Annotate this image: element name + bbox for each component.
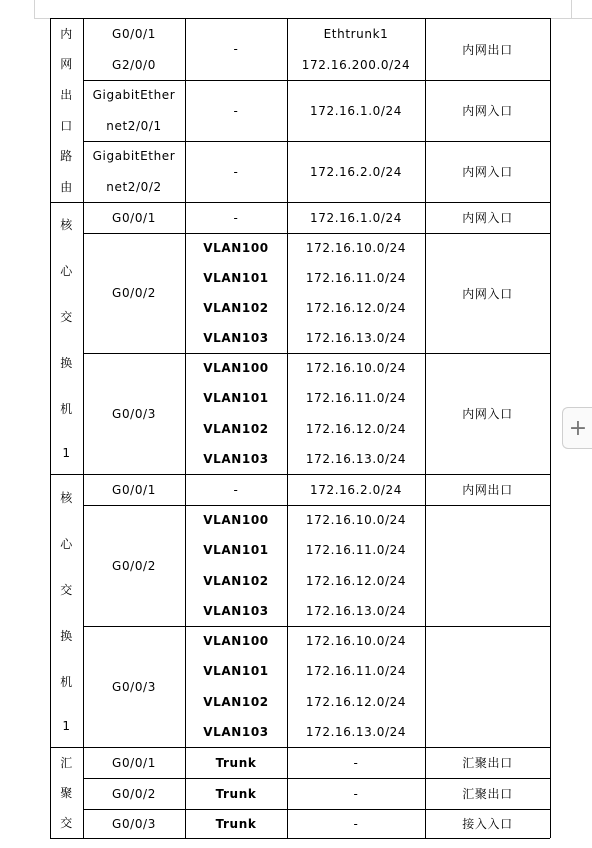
port-cell-text: G0/0/2 [112, 786, 156, 801]
add-button[interactable] [562, 407, 592, 449]
device-label-text: 交 [60, 816, 73, 831]
vlan-cell [185, 809, 287, 838]
network-cell-text: 172.16.200.0/24 [301, 57, 411, 72]
page-top-edge [34, 0, 572, 19]
device-label-text: 网 [60, 57, 73, 72]
column-divider [185, 18, 186, 838]
port-cell-text: G0/0/1 [112, 482, 156, 497]
vlan-cell [185, 202, 287, 233]
group-divider [50, 18, 550, 19]
port-cell [83, 202, 185, 233]
device-label-text: 聚 [60, 785, 73, 800]
network-cell-text: - [353, 786, 359, 801]
network-cell [287, 626, 425, 747]
role-cell [425, 505, 550, 626]
port-cell-text: G2/0/0 [112, 57, 156, 72]
role-cell: 汇聚出口 [462, 756, 513, 770]
vlan-cell-text: VLAN102 [203, 573, 269, 588]
device-label-text: 核 [60, 218, 73, 233]
port-cell [83, 353, 185, 474]
column-divider [50, 18, 51, 838]
vlan-cell-text: - [233, 164, 239, 179]
network-cell [287, 233, 425, 353]
vlan-cell-text: VLAN102 [203, 301, 269, 315]
vlan-cell-text: VLAN101 [203, 664, 269, 679]
network-cell-text: 172.16.10.0/24 [305, 361, 407, 376]
vlan-cell-text: VLAN100 [203, 634, 269, 649]
row-divider [83, 809, 550, 810]
network-cell-text: 172.16.11.0/24 [305, 543, 407, 558]
device-label-text: 换 [60, 355, 73, 370]
network-cell-text: 172.16.12.0/24 [305, 573, 407, 588]
role-cell: 汇聚出口 [462, 787, 513, 801]
port-cell [83, 778, 185, 809]
network-cell [287, 18, 425, 80]
network-cell-text: 172.16.2.0/24 [310, 482, 402, 497]
network-cell-text: 172.16.2.0/24 [310, 164, 402, 179]
network-cell-text: 172.16.10.0/24 [305, 513, 407, 528]
vlan-cell-text: VLAN102 [203, 421, 269, 436]
port-cell [83, 626, 185, 747]
network-cell-text: 172.16.13.0/24 [305, 603, 407, 618]
vlan-cell-text: VLAN100 [203, 513, 269, 528]
network-cell [287, 778, 425, 809]
vlan-cell-text: - [233, 482, 239, 497]
network-cell [287, 141, 425, 202]
vlan-cell-text: VLAN103 [203, 451, 269, 466]
port-cell [83, 747, 185, 778]
network-cell-text: - [353, 816, 359, 831]
port-cell-text: GigabitEther [92, 149, 176, 164]
port-cell [83, 141, 185, 202]
column-divider [550, 18, 551, 838]
row-divider [83, 505, 550, 506]
device-label-text: 路 [60, 149, 73, 164]
port-cell-text: G0/0/3 [112, 816, 156, 831]
device-label-text: 机 [60, 401, 73, 416]
device-label-text: 口 [60, 118, 73, 133]
vlan-cell-text: VLAN101 [203, 391, 269, 406]
vlan-cell-text: VLAN102 [203, 694, 269, 709]
vlan-cell-text: - [233, 42, 239, 56]
vlan-cell [185, 18, 287, 80]
network-cell-text: 172.16.12.0/24 [305, 694, 407, 709]
vlan-cell [185, 474, 287, 505]
network-cell [287, 505, 425, 626]
device-label-text: 1 [62, 718, 71, 733]
device-label-text: 交 [60, 310, 73, 325]
device-label-text: 出 [60, 88, 73, 103]
device-label-text: 汇 [60, 755, 73, 770]
network-cell [287, 202, 425, 233]
port-cell-text: GigabitEther [92, 88, 176, 103]
port-cell [83, 474, 185, 505]
port-cell [83, 809, 185, 838]
role-cell: 接入入口 [462, 817, 513, 831]
vlan-cell-text: VLAN101 [203, 271, 269, 285]
vlan-cell-text: VLAN103 [203, 603, 269, 618]
port-cell-text: G0/0/2 [112, 558, 156, 573]
network-cell-text: 172.16.13.0/24 [305, 451, 407, 466]
device-label-text: 内 [60, 26, 73, 41]
role-cell: 内网入口 [462, 165, 513, 179]
device-label-text: 核 [60, 490, 73, 505]
vlan-cell [185, 747, 287, 778]
role-cell: 内网入口 [462, 211, 513, 225]
table-bottom-border [50, 838, 550, 839]
device-label-text: 由 [60, 180, 73, 195]
port-cell [83, 505, 185, 626]
network-cell-text: 172.16.12.0/24 [305, 301, 407, 315]
vlan-cell-text: - [233, 210, 239, 225]
network-cell-text: - [353, 755, 359, 770]
row-divider [83, 353, 550, 354]
network-cell-text: 172.16.11.0/24 [305, 271, 407, 285]
port-cell-text: G0/0/3 [112, 679, 156, 694]
network-cell-text: 172.16.10.0/24 [305, 241, 407, 255]
vlan-cell [185, 141, 287, 202]
row-divider [83, 233, 550, 234]
interface-table [50, 18, 550, 838]
vlan-cell [185, 778, 287, 809]
device-label-text: 机 [60, 674, 73, 689]
network-cell-text: 172.16.13.0/24 [305, 724, 407, 739]
device-label-text: 1 [62, 445, 71, 460]
port-cell-text: G0/0/1 [112, 26, 156, 41]
vlan-cell [185, 80, 287, 141]
role-cell: 内网入口 [462, 286, 513, 301]
network-cell-text: 172.16.11.0/24 [305, 664, 407, 679]
network-cell-text: 172.16.10.0/24 [305, 634, 407, 649]
device-label-text: 交 [60, 582, 73, 597]
role-cell [425, 626, 550, 747]
network-cell [287, 353, 425, 474]
vlan-cell [185, 233, 287, 353]
vlan-cell-text: VLAN103 [203, 724, 269, 739]
vlan-cell-text: Trunk [215, 786, 257, 801]
device-label [50, 202, 83, 474]
vlan-cell-text: Trunk [215, 755, 257, 770]
network-cell-text: 172.16.1.0/24 [310, 210, 402, 225]
vlan-cell-text: VLAN101 [203, 543, 269, 558]
plus-icon: + [568, 415, 588, 441]
vlan-cell [185, 505, 287, 626]
role-cell: 内网出口 [462, 42, 513, 57]
device-label-text: 心 [60, 536, 73, 551]
network-cell [287, 80, 425, 141]
port-cell [83, 18, 185, 80]
row-divider [83, 80, 550, 81]
row-divider [83, 626, 550, 627]
page-margin-edge [570, 0, 592, 19]
port-cell [83, 233, 185, 353]
role-cell: 内网入口 [462, 407, 513, 421]
device-label-text: 换 [60, 628, 73, 643]
column-divider [287, 18, 288, 838]
vlan-cell-text: - [233, 103, 239, 118]
device-label [50, 747, 83, 838]
role-cell: 内网入口 [462, 104, 513, 118]
network-cell-text: 172.16.11.0/24 [305, 391, 407, 406]
group-divider [50, 474, 550, 475]
network-cell-text: 172.16.12.0/24 [305, 421, 407, 436]
port-cell-text: G0/0/1 [112, 755, 156, 770]
port-cell-text: G0/0/3 [112, 406, 156, 421]
network-cell [287, 474, 425, 505]
vlan-cell [185, 626, 287, 747]
network-cell-text: 172.16.13.0/24 [305, 331, 407, 345]
network-cell-text: Ethtrunk1 [323, 26, 389, 41]
port-cell [83, 80, 185, 141]
vlan-cell-text: VLAN103 [203, 331, 269, 345]
port-cell-text: G0/0/2 [112, 286, 156, 300]
vlan-cell-text: Trunk [215, 816, 257, 831]
device-label-text: 心 [60, 264, 73, 279]
network-cell-text: 172.16.1.0/24 [310, 103, 402, 118]
role-cell: 内网出口 [462, 483, 513, 497]
port-cell-text: G0/0/1 [112, 210, 156, 225]
group-divider [50, 747, 550, 748]
vlan-cell [185, 353, 287, 474]
vlan-cell-text: VLAN100 [203, 241, 269, 255]
device-label [50, 18, 83, 202]
group-divider [50, 202, 550, 203]
column-divider [425, 18, 426, 838]
port-cell-text: net2/0/1 [106, 118, 162, 133]
row-divider [83, 141, 550, 142]
column-divider [83, 18, 84, 838]
network-cell [287, 747, 425, 778]
row-divider [83, 778, 550, 779]
device-label [50, 474, 83, 747]
port-cell-text: net2/0/2 [106, 179, 162, 194]
vlan-cell-text: VLAN100 [203, 361, 269, 376]
network-cell [287, 809, 425, 838]
